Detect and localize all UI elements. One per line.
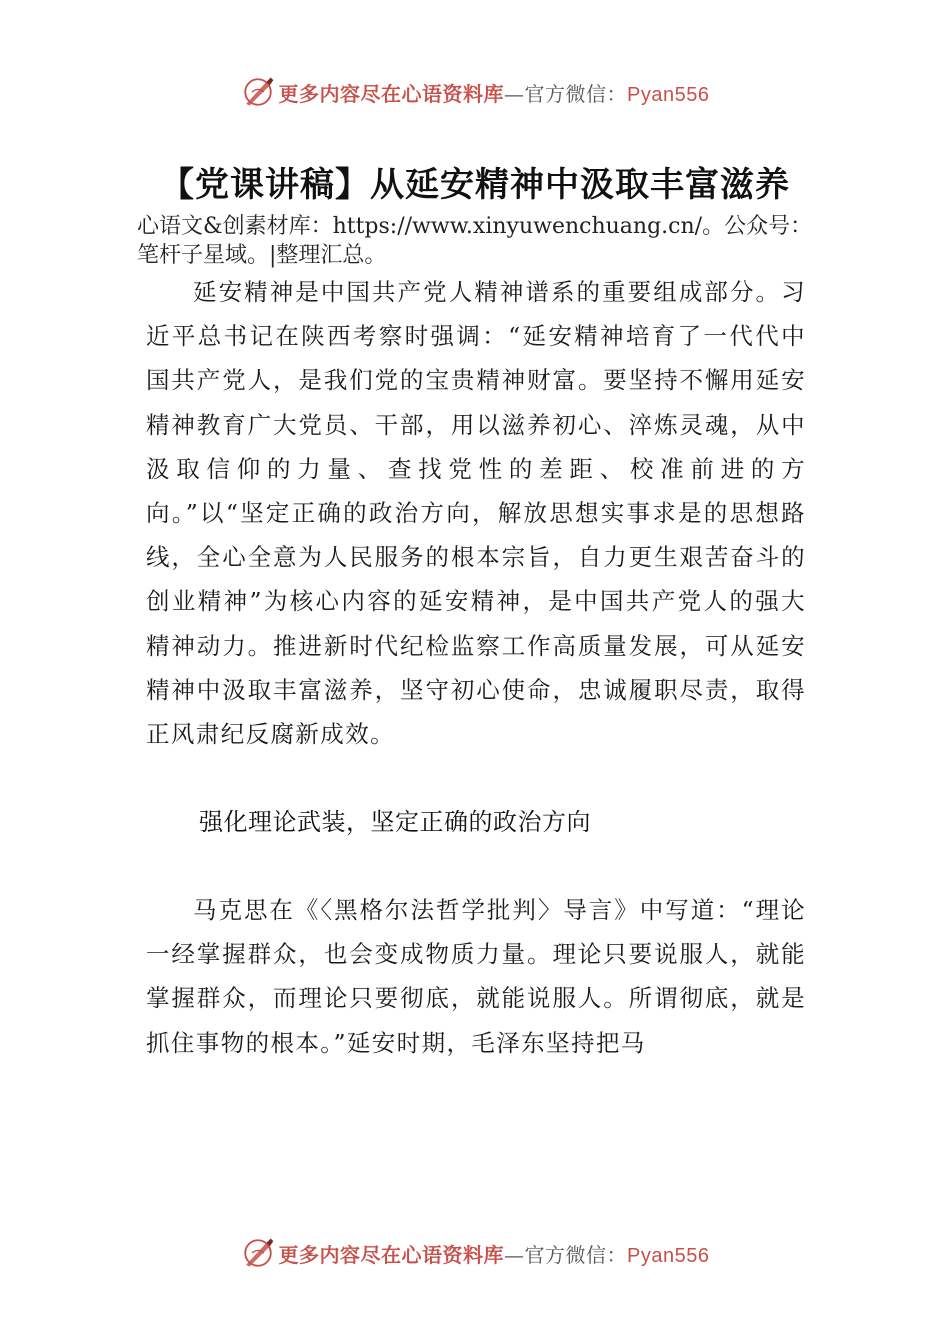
pen-logo-icon bbox=[241, 75, 275, 109]
footer-label: 官方微信： bbox=[524, 1242, 628, 1267]
header-label: 官方微信： bbox=[524, 81, 628, 106]
body-paragraph-1: 延安精神是中国共产党人精神谱系的重要组成部分。习近平总书记在陕西考察时强调：“延安精神培育了一代代中国共产党人，是我们党的宝贵精神财富。要坚持不懈用延安精神教育广大党员、干部，用以滋养初心、淬炼灵魂，从中汲取信仰的力量、查找党性的差距、校准前进的方向。”以“坚定正确的政治方向，解放思想实事求是的思想路线，全心全意为人民服务的根本宗旨，自力更生艰苦奋斗的创业精神”为核心内容的延安精神，是中国共产党人的强大精神动力。推进新时代纪检监察工作高质量发展，可从延安精神中汲取丰富滋养，坚守初心使命，忠诚履职尽责，取得正风肃纪反腐新成效。 bbox=[146, 278, 806, 749]
footer-wechat-id: Pyan556 bbox=[627, 1244, 710, 1267]
header-wechat-id: Pyan556 bbox=[627, 83, 710, 106]
body-paragraph-2: 马克思在《〈黑格尔法哲学批判〉导言》中写道：“理论一经掌握群众，也会变成物质力量。理论只要说服人，就能掌握群众，而理论只要彻底，就能说服人。所谓彻底，就是抓住事物的根本。”延安时期，毛泽东坚持把马 bbox=[146, 896, 806, 1057]
footer-separator: — bbox=[504, 1242, 525, 1267]
header-banner bbox=[0, 70, 950, 114]
footer-brand-text: 更多内容尽在心语资料库 bbox=[278, 1242, 505, 1267]
header-brand-text: 更多内容尽在心语资料库 bbox=[278, 81, 505, 106]
footer-banner bbox=[0, 1231, 950, 1275]
header-separator: — bbox=[504, 81, 525, 106]
source-line: 心语文&创素材库：https://www.xinyuwenchuang.cn/。公众号：笔杆子星域。|整理汇总。 bbox=[137, 214, 813, 268]
document-title: 【党课讲稿】从延安精神中汲取丰富滋养 bbox=[160, 165, 790, 205]
section-heading: 强化理论武装，坚定正确的政治方向 bbox=[199, 808, 591, 836]
pen-logo-icon bbox=[241, 1236, 275, 1270]
